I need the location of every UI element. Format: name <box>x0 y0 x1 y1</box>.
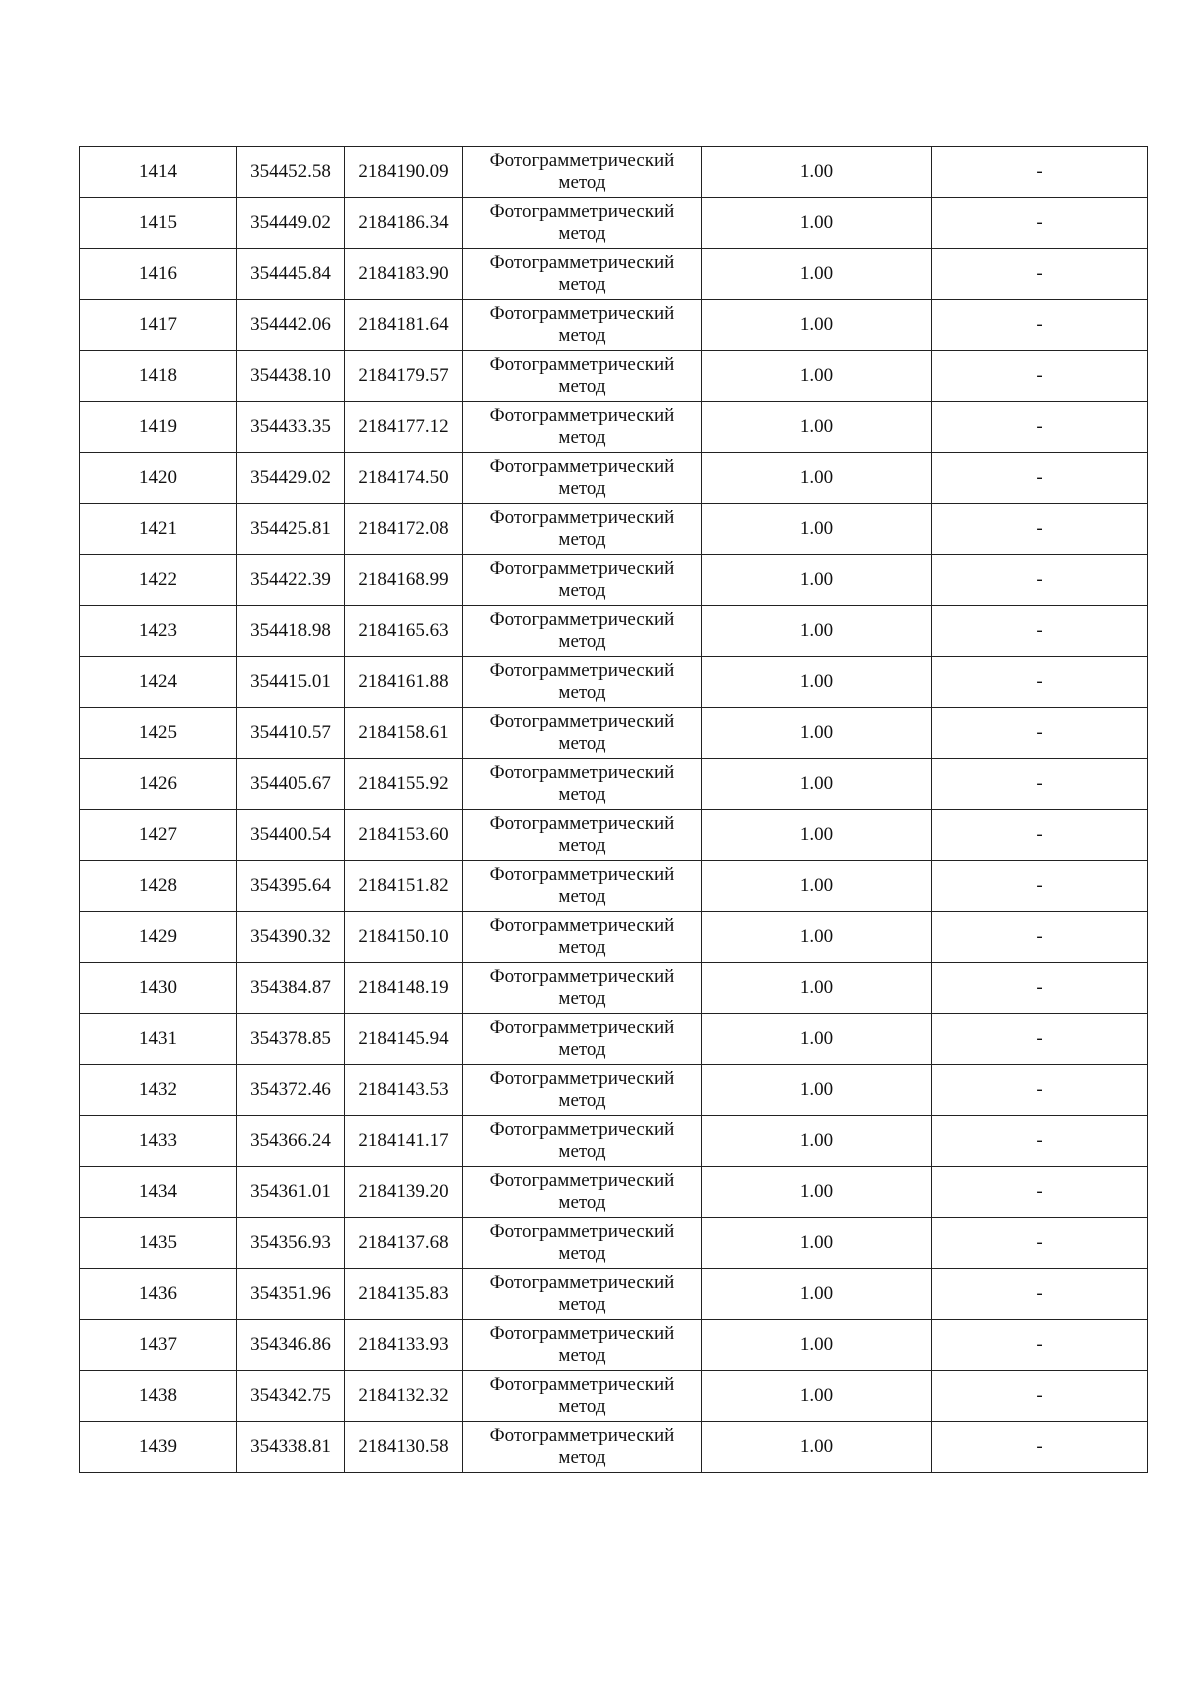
y-coordinate-cell: 2184183.90 <box>345 249 463 300</box>
table-row <box>80 963 1148 1014</box>
y-coordinate-cell: 2184130.58 <box>345 1422 463 1473</box>
method-line-2: метод <box>558 733 606 754</box>
point-number-cell: 1424 <box>80 657 237 708</box>
x-coordinate-cell: 354405.67 <box>237 759 345 810</box>
note-cell: - <box>932 1422 1148 1473</box>
method-line-1: Фотограмметрический <box>489 252 675 273</box>
table-row <box>80 606 1148 657</box>
x-coordinate-cell: 354442.06 <box>237 300 345 351</box>
accuracy-cell: 1.00 <box>702 657 932 708</box>
point-number-cell: 1433 <box>80 1116 237 1167</box>
y-coordinate-cell: 2184165.63 <box>345 606 463 657</box>
accuracy-cell: 1.00 <box>702 912 932 963</box>
method-cell <box>463 759 702 810</box>
method-line-1: Фотограмметрический <box>489 1119 675 1140</box>
method-cell <box>463 708 702 759</box>
method-line-2: метод <box>558 1090 606 1111</box>
x-coordinate-cell: 354429.02 <box>237 453 345 504</box>
method-cell <box>463 1167 702 1218</box>
method-line-2: метод <box>558 988 606 1009</box>
method-line-1: Фотограмметрический <box>489 150 675 171</box>
x-coordinate-cell: 354366.24 <box>237 1116 345 1167</box>
table-row <box>80 402 1148 453</box>
accuracy-cell: 1.00 <box>702 963 932 1014</box>
accuracy-cell: 1.00 <box>702 1218 932 1269</box>
method-line-2: метод <box>558 223 606 244</box>
point-number-cell: 1435 <box>80 1218 237 1269</box>
y-coordinate-cell: 2184190.09 <box>345 147 463 198</box>
x-coordinate-cell: 354445.84 <box>237 249 345 300</box>
accuracy-cell: 1.00 <box>702 504 932 555</box>
x-coordinate-cell: 354378.85 <box>237 1014 345 1065</box>
method-line-1: Фотограмметрический <box>489 864 675 885</box>
y-coordinate-cell: 2184132.32 <box>345 1371 463 1422</box>
accuracy-cell: 1.00 <box>702 1371 932 1422</box>
accuracy-cell: 1.00 <box>702 1065 932 1116</box>
point-number-cell: 1431 <box>80 1014 237 1065</box>
method-line-1: Фотограмметрический <box>489 711 675 732</box>
method-line-1: Фотограмметрический <box>489 660 675 681</box>
x-coordinate-cell: 354361.01 <box>237 1167 345 1218</box>
x-coordinate-cell: 354449.02 <box>237 198 345 249</box>
method-line-1: Фотограмметрический <box>489 1374 675 1395</box>
table-row <box>80 198 1148 249</box>
method-line-2: метод <box>558 1345 606 1366</box>
method-line-1: Фотограмметрический <box>489 762 675 783</box>
table-row <box>80 1422 1148 1473</box>
method-cell <box>463 300 702 351</box>
x-coordinate-cell: 354356.93 <box>237 1218 345 1269</box>
method-cell <box>463 1218 702 1269</box>
accuracy-cell: 1.00 <box>702 198 932 249</box>
y-coordinate-cell: 2184174.50 <box>345 453 463 504</box>
accuracy-cell: 1.00 <box>702 300 932 351</box>
point-number-cell: 1427 <box>80 810 237 861</box>
table-row <box>80 300 1148 351</box>
method-line-1: Фотограмметрический <box>489 813 675 834</box>
method-cell <box>463 555 702 606</box>
y-coordinate-cell: 2184135.83 <box>345 1269 463 1320</box>
point-number-cell: 1416 <box>80 249 237 300</box>
note-cell: - <box>932 453 1148 504</box>
table-row <box>80 708 1148 759</box>
note-cell: - <box>932 912 1148 963</box>
method-line-2: метод <box>558 1294 606 1315</box>
point-number-cell: 1421 <box>80 504 237 555</box>
note-cell: - <box>932 1167 1148 1218</box>
point-number-cell: 1434 <box>80 1167 237 1218</box>
note-cell: - <box>932 555 1148 606</box>
table-row <box>80 1065 1148 1116</box>
method-cell <box>463 453 702 504</box>
method-line-2: метод <box>558 631 606 652</box>
method-cell <box>463 606 702 657</box>
note-cell: - <box>932 147 1148 198</box>
table-row <box>80 657 1148 708</box>
method-line-2: метод <box>558 1447 606 1468</box>
method-line-2: метод <box>558 1243 606 1264</box>
point-number-cell: 1437 <box>80 1320 237 1371</box>
point-number-cell: 1423 <box>80 606 237 657</box>
table-row <box>80 1269 1148 1320</box>
accuracy-cell: 1.00 <box>702 453 932 504</box>
table-row <box>80 1218 1148 1269</box>
table-body <box>80 147 1148 1473</box>
accuracy-cell: 1.00 <box>702 147 932 198</box>
table-row <box>80 1014 1148 1065</box>
x-coordinate-cell: 354372.46 <box>237 1065 345 1116</box>
x-coordinate-cell: 354452.58 <box>237 147 345 198</box>
point-number-cell: 1436 <box>80 1269 237 1320</box>
point-number-cell: 1428 <box>80 861 237 912</box>
accuracy-cell: 1.00 <box>702 1014 932 1065</box>
table-row <box>80 861 1148 912</box>
table-row <box>80 504 1148 555</box>
point-number-cell: 1415 <box>80 198 237 249</box>
point-number-cell: 1439 <box>80 1422 237 1473</box>
accuracy-cell: 1.00 <box>702 1269 932 1320</box>
point-number-cell: 1414 <box>80 147 237 198</box>
method-cell <box>463 198 702 249</box>
x-coordinate-cell: 354346.86 <box>237 1320 345 1371</box>
accuracy-cell: 1.00 <box>702 249 932 300</box>
method-line-1: Фотограмметрический <box>489 1017 675 1038</box>
note-cell: - <box>932 198 1148 249</box>
note-cell: - <box>932 351 1148 402</box>
method-line-2: метод <box>558 835 606 856</box>
point-number-cell: 1430 <box>80 963 237 1014</box>
method-cell <box>463 1422 702 1473</box>
accuracy-cell: 1.00 <box>702 1320 932 1371</box>
x-coordinate-cell: 354390.32 <box>237 912 345 963</box>
note-cell: - <box>932 1371 1148 1422</box>
note-cell: - <box>932 606 1148 657</box>
x-coordinate-cell: 354418.98 <box>237 606 345 657</box>
note-cell: - <box>932 1218 1148 1269</box>
method-line-2: метод <box>558 529 606 550</box>
note-cell: - <box>932 759 1148 810</box>
x-coordinate-cell: 354384.87 <box>237 963 345 1014</box>
accuracy-cell: 1.00 <box>702 1116 932 1167</box>
table-row <box>80 810 1148 861</box>
note-cell: - <box>932 1116 1148 1167</box>
method-cell <box>463 657 702 708</box>
method-cell <box>463 912 702 963</box>
y-coordinate-cell: 2184181.64 <box>345 300 463 351</box>
method-line-1: Фотограмметрический <box>489 1068 675 1089</box>
method-line-2: метод <box>558 784 606 805</box>
method-line-1: Фотограмметрический <box>489 1425 675 1446</box>
y-coordinate-cell: 2184153.60 <box>345 810 463 861</box>
table-row <box>80 249 1148 300</box>
method-line-1: Фотограмметрический <box>489 201 675 222</box>
point-number-cell: 1422 <box>80 555 237 606</box>
point-number-cell: 1429 <box>80 912 237 963</box>
x-coordinate-cell: 354438.10 <box>237 351 345 402</box>
method-cell <box>463 249 702 300</box>
method-line-1: Фотограмметрический <box>489 1272 675 1293</box>
note-cell: - <box>932 963 1148 1014</box>
x-coordinate-cell: 354410.57 <box>237 708 345 759</box>
point-number-cell: 1419 <box>80 402 237 453</box>
note-cell: - <box>932 504 1148 555</box>
method-line-2: метод <box>558 937 606 958</box>
point-number-cell: 1432 <box>80 1065 237 1116</box>
table-row <box>80 555 1148 606</box>
method-cell <box>463 1269 702 1320</box>
method-line-1: Фотограмметрический <box>489 456 675 477</box>
method-cell <box>463 402 702 453</box>
method-cell <box>463 810 702 861</box>
accuracy-cell: 1.00 <box>702 810 932 861</box>
note-cell: - <box>932 657 1148 708</box>
point-number-cell: 1418 <box>80 351 237 402</box>
table-row <box>80 351 1148 402</box>
table-row <box>80 147 1148 198</box>
note-cell: - <box>932 300 1148 351</box>
method-cell <box>463 504 702 555</box>
note-cell: - <box>932 1320 1148 1371</box>
table-row <box>80 1116 1148 1167</box>
y-coordinate-cell: 2184143.53 <box>345 1065 463 1116</box>
point-number-cell: 1438 <box>80 1371 237 1422</box>
method-line-1: Фотограмметрический <box>489 609 675 630</box>
accuracy-cell: 1.00 <box>702 1422 932 1473</box>
table-row <box>80 1371 1148 1422</box>
note-cell: - <box>932 1014 1148 1065</box>
y-coordinate-cell: 2184172.08 <box>345 504 463 555</box>
y-coordinate-cell: 2184179.57 <box>345 351 463 402</box>
note-cell: - <box>932 249 1148 300</box>
accuracy-cell: 1.00 <box>702 759 932 810</box>
accuracy-cell: 1.00 <box>702 1167 932 1218</box>
y-coordinate-cell: 2184161.88 <box>345 657 463 708</box>
method-line-1: Фотограмметрический <box>489 507 675 528</box>
y-coordinate-cell: 2184168.99 <box>345 555 463 606</box>
y-coordinate-cell: 2184137.68 <box>345 1218 463 1269</box>
accuracy-cell: 1.00 <box>702 861 932 912</box>
y-coordinate-cell: 2184145.94 <box>345 1014 463 1065</box>
y-coordinate-cell: 2184139.20 <box>345 1167 463 1218</box>
note-cell: - <box>932 1065 1148 1116</box>
note-cell: - <box>932 1269 1148 1320</box>
method-line-1: Фотограмметрический <box>489 354 675 375</box>
method-line-2: метод <box>558 580 606 601</box>
method-line-2: метод <box>558 1141 606 1162</box>
y-coordinate-cell: 2184186.34 <box>345 198 463 249</box>
method-line-2: метод <box>558 886 606 907</box>
y-coordinate-cell: 2184177.12 <box>345 402 463 453</box>
method-line-1: Фотограмметрический <box>489 966 675 987</box>
y-coordinate-cell: 2184155.92 <box>345 759 463 810</box>
accuracy-cell: 1.00 <box>702 351 932 402</box>
x-coordinate-cell: 354351.96 <box>237 1269 345 1320</box>
method-cell <box>463 1116 702 1167</box>
point-number-cell: 1420 <box>80 453 237 504</box>
method-line-1: Фотограмметрический <box>489 1170 675 1191</box>
method-line-2: метод <box>558 376 606 397</box>
x-coordinate-cell: 354433.35 <box>237 402 345 453</box>
table-row <box>80 912 1148 963</box>
method-cell <box>463 1065 702 1116</box>
y-coordinate-cell: 2184133.93 <box>345 1320 463 1371</box>
note-cell: - <box>932 708 1148 759</box>
x-coordinate-cell: 354415.01 <box>237 657 345 708</box>
table-row <box>80 453 1148 504</box>
method-cell <box>463 1371 702 1422</box>
x-coordinate-cell: 354395.64 <box>237 861 345 912</box>
table-row <box>80 1167 1148 1218</box>
point-number-cell: 1425 <box>80 708 237 759</box>
method-line-1: Фотограмметрический <box>489 558 675 579</box>
method-cell <box>463 351 702 402</box>
method-line-2: метод <box>558 478 606 499</box>
accuracy-cell: 1.00 <box>702 708 932 759</box>
method-cell <box>463 963 702 1014</box>
x-coordinate-cell: 354400.54 <box>237 810 345 861</box>
table-row <box>80 1320 1148 1371</box>
method-cell <box>463 1320 702 1371</box>
x-coordinate-cell: 354338.81 <box>237 1422 345 1473</box>
table-row <box>80 759 1148 810</box>
y-coordinate-cell: 2184141.17 <box>345 1116 463 1167</box>
y-coordinate-cell: 2184148.19 <box>345 963 463 1014</box>
x-coordinate-cell: 354422.39 <box>237 555 345 606</box>
method-line-1: Фотограмметрический <box>489 303 675 324</box>
accuracy-cell: 1.00 <box>702 402 932 453</box>
accuracy-cell: 1.00 <box>702 555 932 606</box>
method-line-2: метод <box>558 1396 606 1417</box>
method-line-1: Фотограмметрический <box>489 1221 675 1242</box>
y-coordinate-cell: 2184151.82 <box>345 861 463 912</box>
point-number-cell: 1417 <box>80 300 237 351</box>
x-coordinate-cell: 354425.81 <box>237 504 345 555</box>
method-line-1: Фотограмметрический <box>489 1323 675 1344</box>
point-number-cell: 1426 <box>80 759 237 810</box>
note-cell: - <box>932 402 1148 453</box>
method-line-2: метод <box>558 172 606 193</box>
method-line-1: Фотограмметрический <box>489 405 675 426</box>
method-line-2: метод <box>558 274 606 295</box>
method-cell <box>463 1014 702 1065</box>
method-line-2: метод <box>558 1039 606 1060</box>
y-coordinate-cell: 2184158.61 <box>345 708 463 759</box>
note-cell: - <box>932 861 1148 912</box>
note-cell: - <box>932 810 1148 861</box>
method-line-2: метод <box>558 325 606 346</box>
accuracy-cell: 1.00 <box>702 606 932 657</box>
method-line-1: Фотограмметрический <box>489 915 675 936</box>
y-coordinate-cell: 2184150.10 <box>345 912 463 963</box>
method-cell <box>463 147 702 198</box>
method-line-2: метод <box>558 682 606 703</box>
x-coordinate-cell: 354342.75 <box>237 1371 345 1422</box>
coordinates-table <box>79 146 1148 1473</box>
method-cell <box>463 861 702 912</box>
method-line-2: метод <box>558 1192 606 1213</box>
method-line-2: метод <box>558 427 606 448</box>
